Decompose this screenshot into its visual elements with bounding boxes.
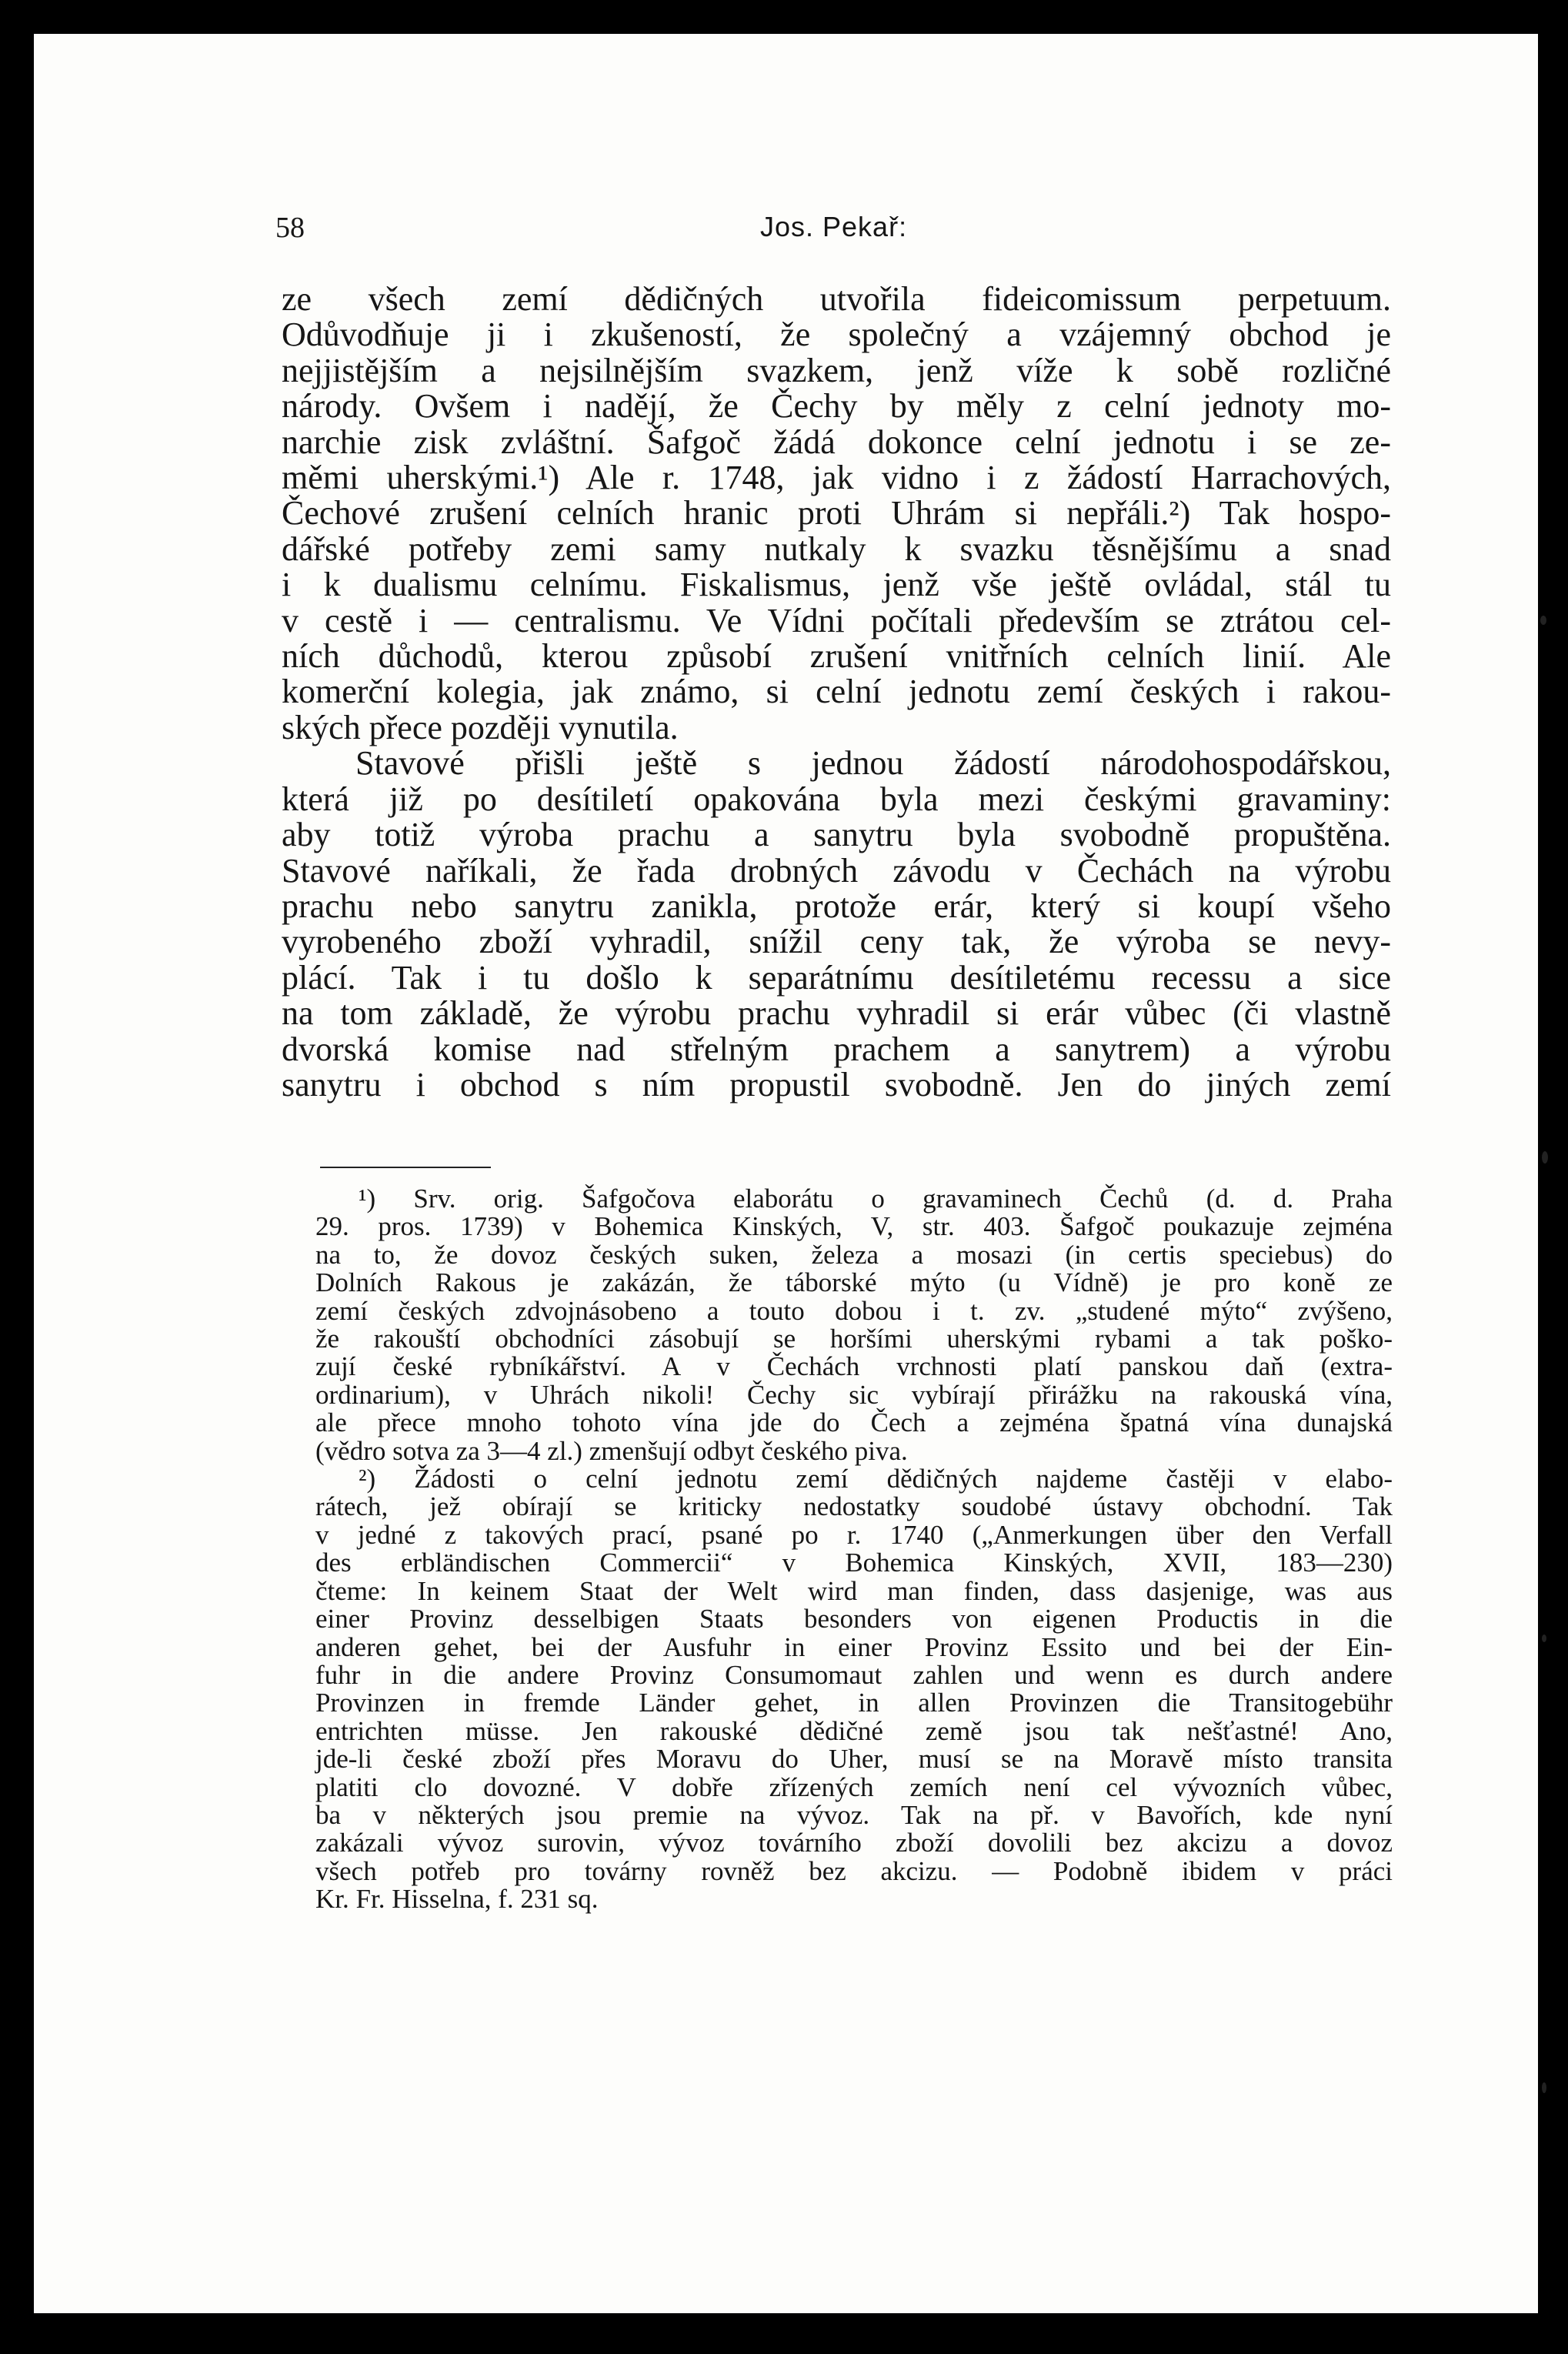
- text-line: měmi uherskými.¹) Ale r. 1748, jak vidno i z žádostí Harrachových,: [282, 459, 1391, 497]
- text-line: dvorská komise nad střelným prachem a sanytrem) a výrobu: [282, 1030, 1391, 1068]
- text-line: plácí. Tak i tu došlo k separátnímu desítiletému recessu a sice: [282, 958, 1391, 997]
- footnote-line: v jedné z takových prací, psané po r. 1740 („Anmerkungen über den Verfall: [315, 1519, 1393, 1550]
- footnote-line: že rakouští obchodníci zásobují se horšími uherskými rybami a tak poško-: [315, 1324, 1393, 1354]
- footnote-line: zakázali vývoz surovin, vývoz továrního zboží dovolili bez akcizu a dovoz: [315, 1828, 1393, 1858]
- footnote-line: zují české rybníkářství. A v Čechách vrchnosti platí panskou daň (extra-: [315, 1351, 1393, 1382]
- scan-speck: [1540, 616, 1546, 625]
- text-line: na tom základě, že výrobu prachu vyhradil si erár vůbec (či vlastně: [282, 994, 1391, 1033]
- footnotes: [315, 1185, 1393, 1914]
- footnote-line: Dolních Rakous je zakázán, že táborské mýto (u Vídně) je pro koně ze: [315, 1267, 1393, 1298]
- book-page: [34, 34, 1538, 2313]
- footnote-line: [315, 1185, 1393, 1213]
- footnote-line-content: ¹) Srv. orig. Šafgočova elaborátu o gravaminech Čechů (d. d. Praha: [359, 1184, 1393, 1214]
- footnote-1: [315, 1185, 1393, 1465]
- footnote-line: 29. pros. 1739) v Bohemica Kinských, V, str. 403. Šafgoč poukazuje zejména: [315, 1211, 1393, 1242]
- footnote-line: zemí českých zdvojnásobeno a touto dobou i t. zv. „studené mýto“ zvýšeno,: [315, 1295, 1393, 1326]
- footnote-line: čteme: In keinem Staat der Welt wird man finden, dass dasjenige, was aus: [315, 1575, 1393, 1606]
- footnote-line: platiti clo dovozné. V dobře zřízených zemích není cel vývozních vůbec,: [315, 1771, 1393, 1802]
- footnote-2: [315, 1465, 1393, 1914]
- text-line: komerční kolegia, jak známo, si celní jednotu zemí českých i rakou-: [282, 673, 1391, 711]
- text-line: ních důchodů, kterou způsobí zrušení vnitřních celních linií. Ale: [282, 637, 1391, 676]
- footnote-line: einer Provinz desselbigen Staats besonders von eigenen Productis in die: [315, 1604, 1393, 1634]
- page-number: 58: [275, 212, 305, 244]
- footnote-line: ba v některých jsou premie na vývoz. Tak na př. v Bavořích, kde nyní: [315, 1799, 1393, 1830]
- footnote-line: jde-li české zboží přes Moravu do Uher, musí se na Moravě místo transita: [315, 1744, 1393, 1775]
- text-line: Stavové naříkali, že řada drobných závodu v Čechách na výrobu: [282, 851, 1391, 890]
- footnote-line: Provinzen in fremde Länder gehet, in allen Provinzen die Transitogebühr: [315, 1688, 1393, 1718]
- main-text: [282, 282, 1391, 1103]
- text-line: která již po desítiletí opakována byla mezi českými gravaminy:: [282, 780, 1391, 818]
- footnote-separator: [320, 1167, 491, 1168]
- text-line: prachu nebo sanytru zanikla, protože erár, který si koupí všeho: [282, 887, 1391, 925]
- footnote-line: ordinarium), v Uhrách nikoli! Čechy sic vybírají přirážku na rakouská vína,: [315, 1379, 1393, 1410]
- text-line: nejjistějším a nejsilnějším svazkem, jenž víže k sobě rozličné: [282, 351, 1391, 389]
- running-title: Jos. Pekař:: [760, 211, 908, 242]
- text-line: sanytru i obchod s ním propustil svobodně. Jen do jiných zemí: [282, 1065, 1391, 1104]
- scan-speck: [1542, 1151, 1548, 1164]
- text-line: ských přece později vynutila.: [282, 708, 679, 746]
- footnote-line: anderen gehet, bei der Ausfuhr in einer Provinz Essito und bei der Ein-: [315, 1631, 1393, 1662]
- text-line: národy. Ovšem i nadějí, že Čechy by měly z celní jednoty mo-: [282, 387, 1391, 426]
- text-line: Čechové zrušení celních hranic proti Uhrám si nepřáli.²) Tak hospo-: [282, 494, 1391, 533]
- text-line: dářské potřeby zemi samy nutkaly k svazku těsnějšímu a snad: [282, 529, 1391, 568]
- footnote-line: všech potřeb pro továrny rovněž bez akcizu. — Podobně ibidem v práci: [315, 1855, 1393, 1886]
- text-line: Odůvodňuje ji i zkušeností, že společný a vzájemný obchod je: [282, 316, 1391, 354]
- text-line-content: Stavové přišli ještě s jednou žádostí národohospodářskou,: [355, 744, 1391, 783]
- footnote-line-content: ²) Žádosti o celní jednotu zemí dědičných najdeme častěji v elabo-: [359, 1464, 1393, 1494]
- footnote-line: des erbländischen Commercii“ v Bohemica Kinských, XVII, 183—230): [315, 1548, 1393, 1578]
- paragraph-1: [282, 282, 1391, 746]
- paragraph-2: [282, 746, 1391, 1103]
- text-line: i k dualismu celnímu. Fiskalismus, jenž vše ještě ovládal, stál tu: [282, 566, 1391, 604]
- footnote-line: entrichten müsse. Jen rakouské dědičné země jsou tak nešťastné! Ano,: [315, 1715, 1393, 1746]
- footnote-line: (vědro sotva za 3—4 zl.) zmenšují odbyt českého piva.: [315, 1435, 908, 1466]
- footnote-line: Kr. Fr. Hisselna, f. 231 sq.: [315, 1884, 599, 1915]
- footnote-line: rátech, jež obírají se kriticky nedostatky soudobé ústavy obchodní. Tak: [315, 1491, 1393, 1522]
- text-line: v cestě i — centralismu. Ve Vídni počítali především se ztrátou cel-: [282, 601, 1391, 639]
- footnote-line: na to, že dovoz českých suken, železa a mosazi (in certis speciebus) do: [315, 1239, 1393, 1270]
- text-line: vyrobeného zboží vyhradil, snížil ceny tak, že výroba se nevy-: [282, 923, 1391, 961]
- text-line: narchie zisk zvláštní. Šafgoč žádá dokonce celní jednotu i se ze-: [282, 422, 1391, 461]
- running-head: [275, 211, 1403, 257]
- footnote-line: [315, 1465, 1393, 1493]
- text-line: ze všech zemí dědičných utvořila fideicomissum perpetuum.: [282, 280, 1391, 318]
- footnote-line: fuhr in die andere Provinz Consumomaut zahlen und wenn es durch andere: [315, 1659, 1393, 1690]
- scan-speck: [1542, 1634, 1546, 1642]
- text-line: [282, 746, 1391, 781]
- text-line: aby totiž výroba prachu a sanytru byla svobodně propuštěna.: [282, 816, 1391, 854]
- scan-speck: [1542, 2082, 1546, 2093]
- footnote-line: ale přece mnoho tohoto vína jde do Čech a zejména špatná vína dunajská: [315, 1407, 1393, 1438]
